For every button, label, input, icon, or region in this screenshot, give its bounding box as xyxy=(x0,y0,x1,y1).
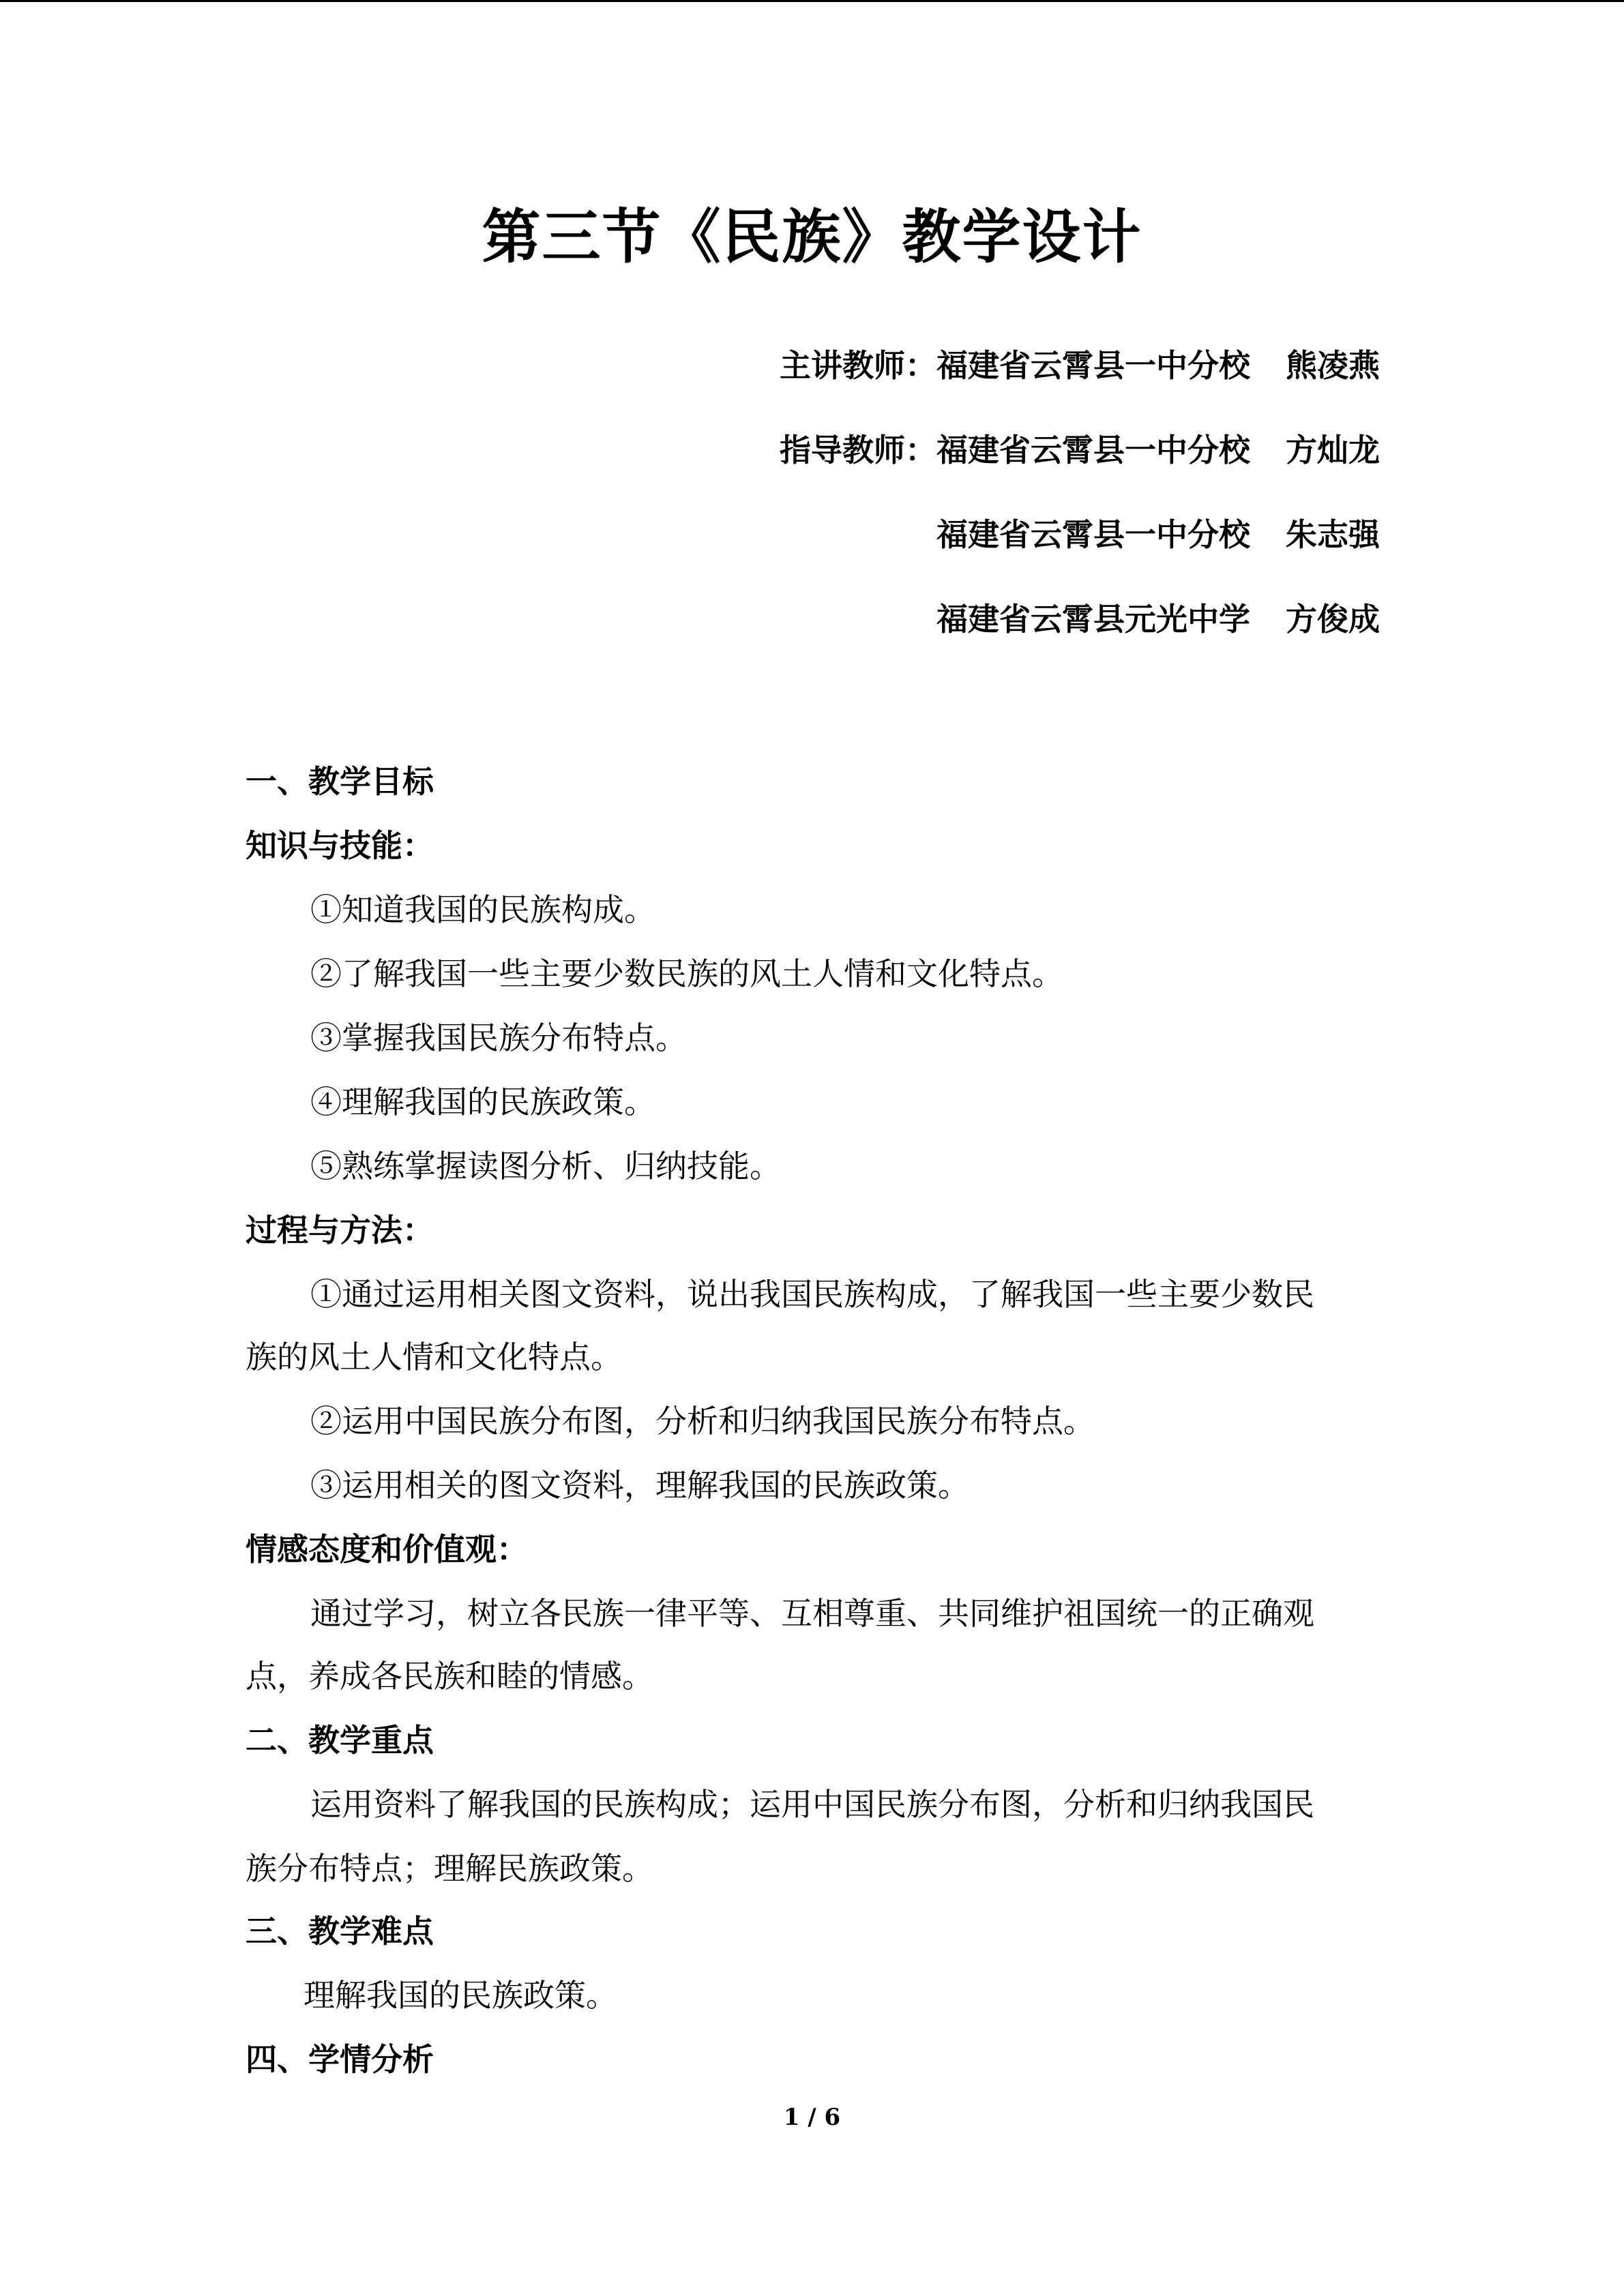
emotion-text-line: 点，养成各民族和睦的情感。 xyxy=(246,1658,653,1695)
teacher-label: 指导教师： xyxy=(780,432,936,468)
teacher-school: 福建省云霄县一中分校 xyxy=(936,347,1250,384)
knowledge-item: ②了解我国一些主要少数民族的风土人情和文化特点。 xyxy=(310,955,1063,992)
process-item-line: ①通过运用相关图文资料，说出我国民族构成，了解我国一些主要少数民 xyxy=(310,1276,1314,1313)
teacher-school: 福建省云霄县一中分校 xyxy=(936,516,1250,553)
difficulty-text: 理解我国的民族政策。 xyxy=(304,1977,617,2014)
teacher-label: 主讲教师： xyxy=(780,347,936,384)
page-number: 1 / 6 xyxy=(783,2104,841,2131)
page-top-border xyxy=(0,0,1624,2)
teacher-name: 方灿龙 xyxy=(1286,432,1380,468)
teacher-line-advisor-2 xyxy=(936,513,1380,556)
emotion-text-line: 通过学习，树立各民族一律平等、互相尊重、共同维护祖国统一的正确观 xyxy=(310,1595,1314,1632)
knowledge-item: ③掌握我国民族分布特点。 xyxy=(310,1019,687,1056)
section-heading-key-points: 二、教学重点 xyxy=(246,1722,434,1759)
teacher-line-advisor-3 xyxy=(936,597,1380,641)
process-item-line: ③运用相关的图文资料，理解我国的民族政策。 xyxy=(310,1467,969,1504)
teacher-line-main xyxy=(780,344,1380,387)
teacher-line-advisor-1 xyxy=(780,428,1380,472)
teacher-name: 熊凌燕 xyxy=(1286,347,1380,384)
process-item-line: 族的风土人情和文化特点。 xyxy=(246,1339,622,1375)
document-title: 第三节《民族》教学设计 xyxy=(482,203,1142,271)
subheading-knowledge: 知识与技能： xyxy=(246,827,434,864)
subheading-emotion: 情感态度和价值观： xyxy=(246,1531,528,1568)
key-points-text-line: 族分布特点；理解民族政策。 xyxy=(246,1850,653,1887)
teacher-name: 方俊成 xyxy=(1286,601,1380,638)
knowledge-item: ④理解我国的民族政策。 xyxy=(310,1084,655,1120)
knowledge-item: ①知道我国的民族构成。 xyxy=(310,891,655,928)
section-heading-learner-analysis: 四、学情分析 xyxy=(246,2041,434,2078)
knowledge-item: ⑤熟练掌握读图分析、归纳技能。 xyxy=(310,1148,781,1184)
section-heading-difficulties: 三、教学难点 xyxy=(246,1913,434,1950)
key-points-text-line: 运用资料了解我国的民族构成；运用中国民族分布图，分析和归纳我国民 xyxy=(310,1786,1314,1823)
teacher-school: 福建省云霄县一中分校 xyxy=(936,432,1250,468)
process-item-line: ②运用中国民族分布图，分析和归纳我国民族分布特点。 xyxy=(310,1403,1095,1440)
teacher-name: 朱志强 xyxy=(1286,516,1380,553)
subheading-process: 过程与方法： xyxy=(246,1212,434,1249)
teacher-school: 福建省云霄县元光中学 xyxy=(936,601,1250,638)
section-heading-objectives: 一、教学目标 xyxy=(246,763,434,800)
